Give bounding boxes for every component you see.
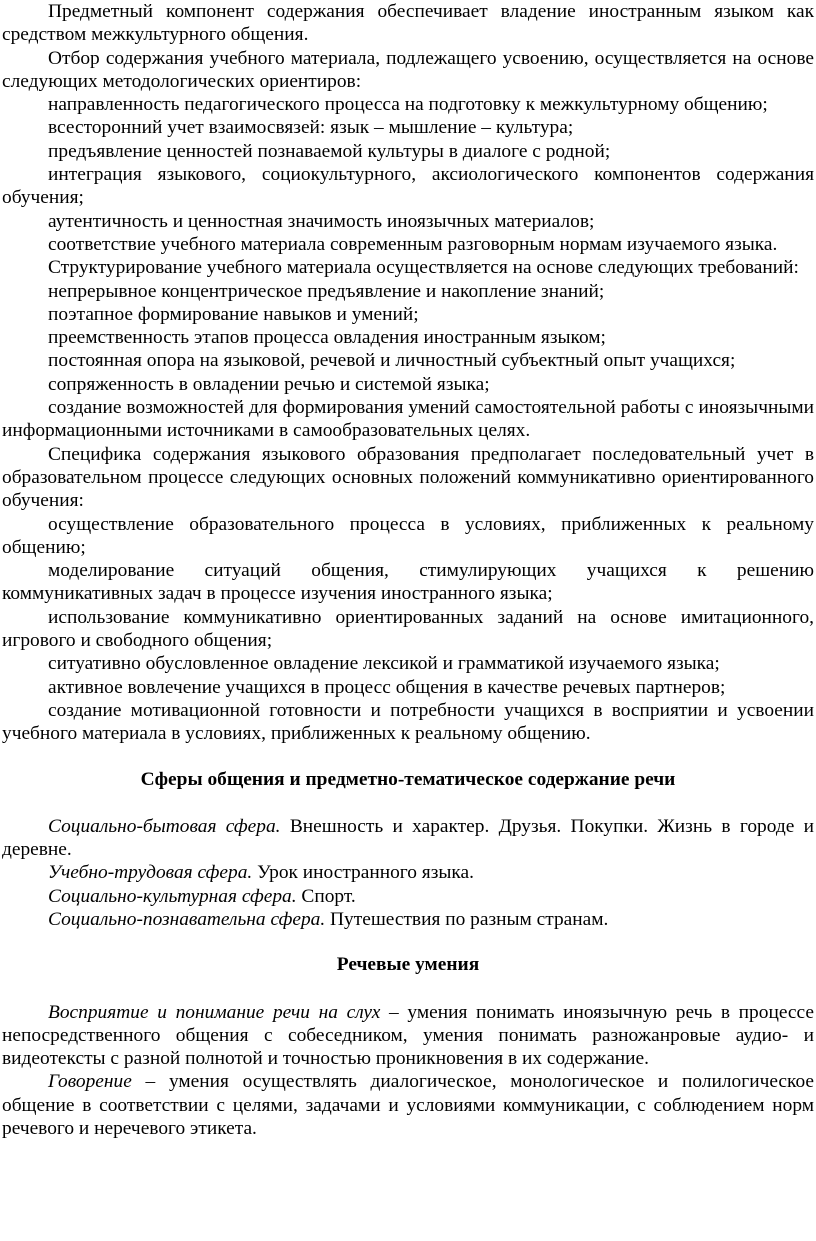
list-item: преемственность этапов процесса овладения иностранным языком; (48, 327, 606, 349)
list-item: соответствие учебного материала современным разговорным нормам изучаемого языка. (48, 233, 778, 255)
sphere-text: Путешествия по разным странам. (325, 908, 609, 930)
spheres-section (2, 815, 814, 931)
sphere-term: Учебно-трудовая сфера. (48, 862, 253, 884)
list-item: моделирование ситуаций общения, стимулирующих учащихся к решению коммуникативных задач в процессе изучения иностранного языка; (2, 560, 814, 605)
list-item: осуществление образовательного процесса в условиях, приближенных к реальному общению; (2, 513, 814, 558)
list-item: всесторонний учет взаимосвязей: язык – мышление – культура; (48, 117, 574, 139)
list-item: активное вовлечение учащихся в процесс общения в качестве речевых партнеров; (48, 676, 726, 698)
list-item: непрерывное концентрическое предъявление и накопление знаний; (48, 280, 605, 302)
paragraph: Структурирование учебного материала осуществляется на основе следующих требований: (48, 257, 799, 279)
skill-term: Говорение (48, 1071, 132, 1093)
sphere-term: Социально-культурная сфера. (48, 885, 297, 907)
list-item: аутентичность и ценностная значимость иноязычных материалов; (48, 210, 595, 232)
skill-item (2, 1001, 814, 1071)
sphere-item (2, 861, 814, 884)
list-item: использование коммуникативно ориентированных заданий на основе имитационного, игрового и свободного общения; (2, 606, 814, 652)
sphere-item (2, 885, 814, 908)
list-item: создание мотивационной готовности и потребности учащихся в восприятии и усвоении учебного материала в условиях, приближенных к реальному общению. (2, 699, 814, 745)
paragraph: Отбор содержания учебного материала, подлежащего усвоению, осуществляется на основе следующих методологических ориентиров: (2, 47, 814, 92)
sphere-item (2, 908, 814, 931)
list-item: ситуативно обусловленное овладение лексикой и грамматикой изучаемого языка; (48, 653, 720, 675)
list-item: направленность педагогического процесса на подготовку к межкультурному общению; (48, 94, 768, 116)
section-heading-speech-skills: Речевые умения (336, 954, 480, 976)
section-heading-spheres: Сферы общения и предметно-тематическое содержание речи (140, 768, 676, 790)
sphere-term: Социально-бытовая сфера. (48, 815, 281, 837)
paragraph: Предметный компонент содержания обеспечивает владение иностранным языком как средством межкультурного общения. (2, 1, 814, 46)
sphere-text: Спорт. (296, 885, 356, 907)
intro-section (2, 0, 814, 746)
skill-term: Восприятие и понимание речи на слух (48, 1001, 381, 1023)
sphere-text: Урок иностранного языка. (252, 862, 474, 884)
list-item: сопряженность в овладении речью и системой языка; (48, 373, 490, 395)
sphere-term: Социально-познавательна сфера. (48, 908, 326, 930)
sphere-text: Внешность и характер. Друзья. Покупки. Жизнь в городе и деревне. (2, 815, 815, 861)
paragraph: Специфика содержания языкового образования предполагает последовательный учет в образовательном процессе следующих основных положений коммуникативно ориентированного обучения: (2, 443, 814, 512)
list-item: создание возможностей для формирования умений самостоятельной работы с иноязычными информационными источниками в самообразовательных целях. (2, 397, 814, 442)
skills-section (2, 1001, 814, 1141)
skill-text: – умения осуществлять диалогическое, монологическое и полилогическое общение в соответствии с целями, задачами и условиями коммуникации, с соблюдением норм речевого и неречевого этикета. (2, 1071, 814, 1140)
skill-item (2, 1070, 814, 1140)
list-item: предъявление ценностей познаваемой культуры в диалоге с родной; (48, 140, 611, 162)
sphere-item (2, 815, 814, 862)
list-item: поэтапное формирование навыков и умений; (48, 303, 419, 325)
list-item: интеграция языкового, социокультурного, аксиологического компонентов содержания обучения; (2, 164, 814, 209)
skill-text: – умения понимать иноязычную речь в процессе непосредственного общения с собеседником, умения понимать разножанровые аудио- и видеотексты с разной полнотой и точностью проникновения в их содержание. (2, 1001, 814, 1070)
list-item: постоянная опора на языковой, речевой и личностный субъектный опыт учащихся; (48, 350, 736, 372)
